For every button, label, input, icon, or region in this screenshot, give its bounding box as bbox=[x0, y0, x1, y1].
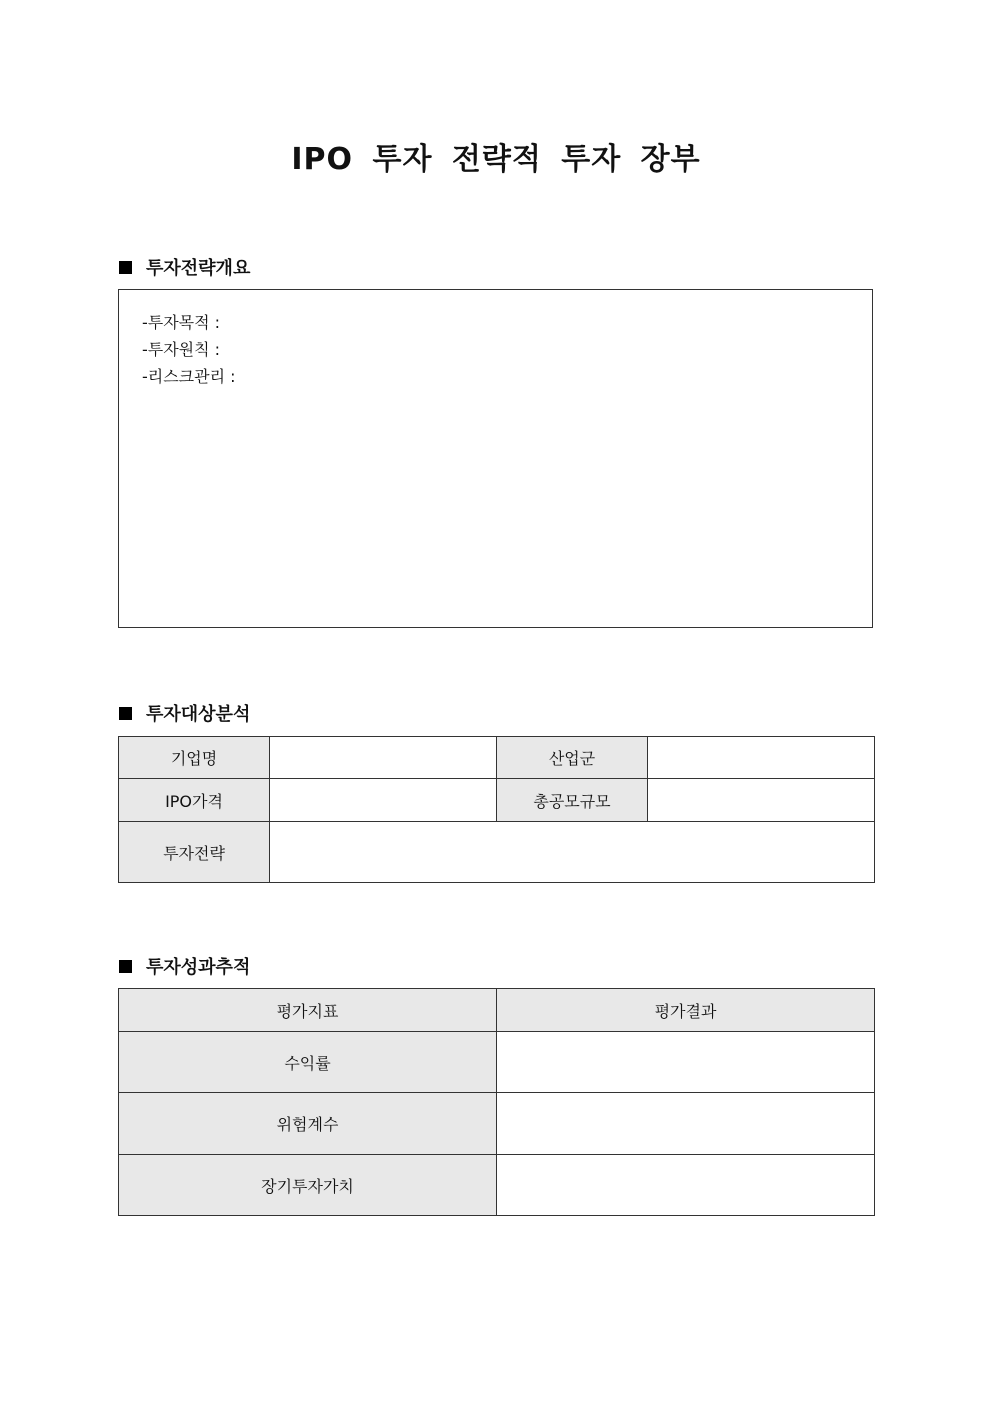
section-title: 투자성과추적 bbox=[146, 957, 251, 978]
table-header-row bbox=[119, 989, 875, 1032]
overview-line-risk: -리스크관리 : bbox=[142, 367, 236, 386]
overview-line-purpose: -투자목적 : bbox=[142, 313, 221, 332]
metric-label: 위험계수 bbox=[119, 1093, 497, 1155]
table-row bbox=[119, 822, 875, 883]
overview-line-principle: -투자원칙 : bbox=[142, 340, 221, 359]
tracking-table bbox=[118, 988, 875, 1216]
result-column-header: 평가결과 bbox=[497, 989, 875, 1032]
table-row bbox=[119, 1155, 875, 1216]
analysis-table bbox=[118, 736, 875, 883]
square-bullet-icon bbox=[119, 960, 132, 973]
metric-column-header: 평가지표 bbox=[119, 989, 497, 1032]
company-name-label: 기업명 bbox=[119, 737, 270, 779]
result-field[interactable] bbox=[497, 1093, 875, 1155]
industry-label: 산업군 bbox=[497, 737, 648, 779]
document-title: IPO 투자 전략적 투자 장부 bbox=[291, 142, 701, 177]
company-name-field[interactable] bbox=[270, 737, 497, 779]
section-title: 투자대상분석 bbox=[146, 704, 251, 725]
result-field[interactable] bbox=[497, 1032, 875, 1093]
overview-text-box[interactable] bbox=[118, 289, 873, 628]
square-bullet-icon bbox=[119, 261, 132, 274]
table-row bbox=[119, 737, 875, 779]
ipo-price-field[interactable] bbox=[270, 779, 497, 822]
square-bullet-icon bbox=[119, 707, 132, 720]
metric-label: 수익률 bbox=[119, 1032, 497, 1093]
table-row bbox=[119, 1093, 875, 1155]
offering-size-field[interactable] bbox=[648, 779, 875, 822]
industry-field[interactable] bbox=[648, 737, 875, 779]
section-heading-tracking bbox=[119, 953, 250, 979]
section-title: 투자전략개요 bbox=[146, 258, 251, 279]
offering-size-label: 총공모규모 bbox=[497, 779, 648, 822]
section-heading-analysis bbox=[119, 700, 250, 726]
section-heading-overview bbox=[119, 254, 250, 280]
strategy-label: 투자전략 bbox=[119, 822, 270, 883]
ipo-price-label: IPO가격 bbox=[119, 779, 270, 822]
strategy-field[interactable] bbox=[270, 822, 875, 883]
table-row bbox=[119, 779, 875, 822]
metric-label: 장기투자가치 bbox=[119, 1155, 497, 1216]
table-row bbox=[119, 1032, 875, 1093]
result-field[interactable] bbox=[497, 1155, 875, 1216]
